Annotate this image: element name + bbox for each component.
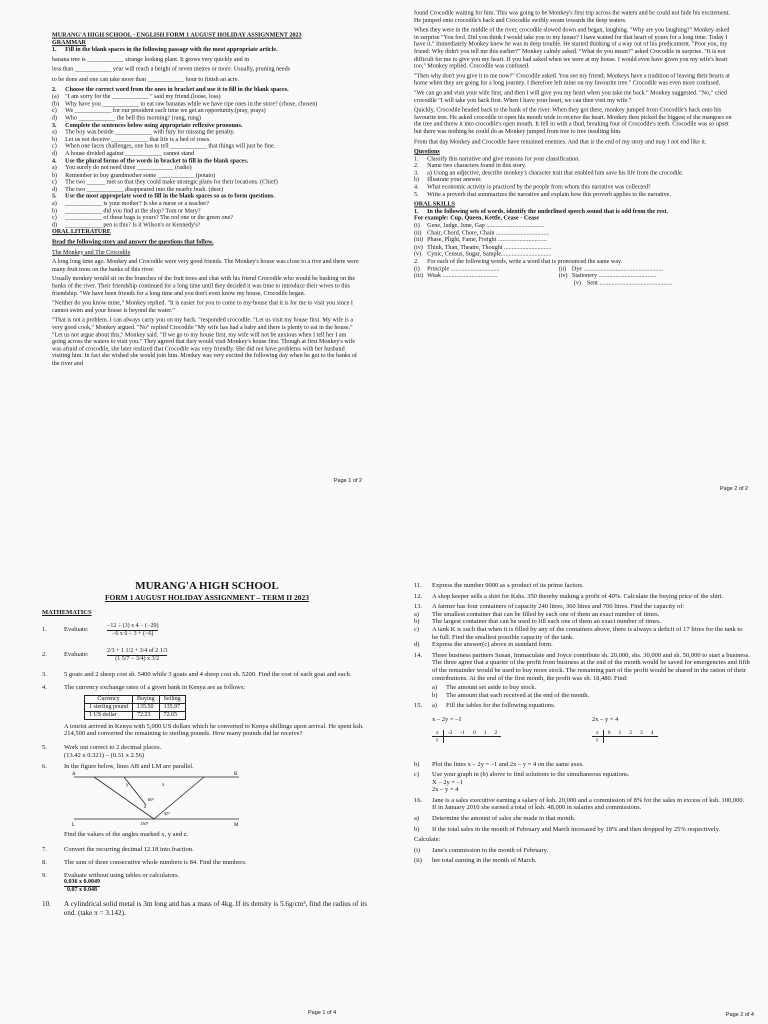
story-paragraph: Quickly, Crocodile headed back to the bank of the river. When they got there, monkey jumped from Crocodile's back onto his favourite tree. He asked crocodile to open his mouth wide to receive the heart. Monkey then picked the biggest of the mangoes on the tree and threw it into crocodile's open mouth. It fell in with a thud, breaking four of Crocodile's teeth. Crocodile was so upset but there was nothing he could do as Monkey jumped from tree to tree insulting him.: [414, 106, 732, 135]
x-row: x 0 1 2 3 4: [592, 730, 658, 737]
equation-label: 2x – y = 4: [592, 715, 619, 723]
question-2: 2. Choose the correct word from the ones in bracket and use it to fill in the blank spaces.: [52, 86, 289, 93]
english-page-2-content: [414, 10, 734, 287]
english-page-2: [384, 0, 768, 512]
math-q2: 2. Evaluate: $\frac{2/3 + 1 1/2 + 3/4 of 2 1/3}{(1 5/7 - 3/4) x 3/2}$: [42, 647, 168, 662]
angle-label: 130°: [140, 820, 149, 826]
math-q4: 4. The currency exchange rates of a given bank in Kenya are as follows:: [42, 684, 246, 692]
story-question: 5. Write a proverb that summarizes the narrative and explain how this proverb applies to the narrative.: [414, 191, 671, 198]
q13-part: d) Express the answer(c) above in standard form.: [414, 641, 553, 649]
question-5: 5. Use the most appropriate word to fill in the blank spaces so as to form questions.: [52, 193, 275, 200]
q5-item: a) ____________ is your mother? Is she a nurse or a teacher?: [52, 200, 210, 207]
math-page-2-content: [414, 582, 750, 865]
math-q14: 14. Three business partners Susan, Immaculate and Joyce contribute sh. 20,000, shs. 30,000 and sh. 50,000 to start a business. The three agree that a quarter of the profit from business at the end of the month would be saved for emergencies and fifth of the remainder would be used to buy more stock. The remaining part of the profit would be shared in the ration of their contributions. At the end of the first month, the profit was sh. 18,480. Find:: [414, 651, 750, 682]
question-1: 1. Fill in the blank spaces in the following passage with the most appropriate article.: [52, 46, 278, 53]
q4-item: a) You surely do not need three ____________ (radio): [52, 164, 192, 172]
oral-skills-q1: 1. In the following sets of words, identify the underlined speech sound that is odd from the rest.: [414, 208, 668, 215]
label-l: L: [72, 822, 76, 827]
equation-tables: [432, 716, 750, 743]
table-header-row: Currency Buying Selling: [85, 695, 186, 703]
oral-skills-heading: ORAL SKILLS: [414, 201, 455, 208]
q4-continuation: A tourist arrived in Kenya with 5,000 US dollars which he converted to Kenya shillings upon arrival. He spent ksh. 214,500 and converted the remaining to sterling pounds. How many pounds did he receive?: [64, 722, 364, 738]
example-line: For example: Cup, Queen, Kettle, Cease - Cease: [414, 215, 540, 222]
simultaneous-equation: X – 2y = –1: [432, 778, 464, 786]
story-question: 4. What economic activity is practiced by the people from whom this narrative was collected?: [414, 183, 651, 191]
q1-passage-line: banana tree is ____________ strange looking plant. It grows very quickly and in: [52, 56, 250, 63]
questions-heading: Questions: [414, 148, 440, 155]
q14-part: a) The amount set aside to buy stock.: [432, 684, 537, 692]
q5-item: d) ____________ pen is this? Is it Wilson's or Kennedy's?: [52, 221, 201, 229]
values-table: [432, 730, 501, 743]
word-set: (i) Gene, Judge, June, Gap ......................................: [414, 222, 545, 230]
oral-skills-q2: 2. For each of the following words, write a word that is pronounced the same way.: [414, 258, 623, 265]
calc-part: (i) Jane's commission in the month of February.: [414, 846, 549, 854]
read-instruction: Read the following story and answer the questions that follow.: [52, 238, 214, 246]
math-q3: 3. 5 goats and 2 sheep cost sh. 5400 while 3 goats and 4 sheep cost sh. 5200. Find the cost of each goat and each.: [42, 670, 352, 678]
math-page-2: [384, 512, 768, 1024]
story-question: 3. a) Using an adjective, describe monkey's character trait that enabled him save his life from the crocodile.: [414, 169, 684, 177]
story-paragraph: When they were in the middle of the river, crocodile slowed down and began, laughing. "Why are you laughing?" Monkey asked in surprise "You fool. Did you think I would take you to my house? I have waited for that heart of yours for a long time. Today I have it." Immediately Monkey knew he was in deep trouble. He started thinking of a way out of his predicament. "Poor you, my friend: Why didn't you tell me this earlier?" Monkey calmly asked. "What do you mean?" asked Crocodile in surprise. "It is not difficult for me to give you my heart. If you had asked when we were at my house. I would even have given you my wife's heart too," Monkey replied. Crocodile was confused.: [414, 27, 730, 70]
q15-part: b) Plot the lines x – 2y = –1 and 2x – y = 4 on the same axes.: [414, 760, 584, 768]
math-q12: 12. A shop keeper sells a shirt for Kshs. 350 thereby making a profit of 40%. Calculate the buying price of the shirt.: [414, 592, 724, 600]
angle-label: 60°: [148, 796, 155, 802]
q1-passage-line: less than ____________ year will reach a height of seven metres or more. Usually, pruning needs: [52, 66, 291, 73]
exchange-rate-table: [84, 695, 186, 720]
angle-z: z: [144, 804, 147, 810]
simultaneous-equation: 2x – y = 4: [432, 786, 459, 794]
question-3: 3. Complete the sentences below using appropriate reflexive pronouns.: [52, 121, 243, 129]
label-m: M: [234, 822, 239, 827]
angle-label: 45°: [164, 810, 171, 816]
q13-part: a) The smallest container that can be filled by each one of them an exact number of times.: [414, 610, 660, 618]
q1-passage-line: to be done and one can take more than ____________ hour to finish an acre.: [52, 76, 240, 83]
equation-table-1: [432, 716, 592, 743]
story-paragraph: "We can go and visit your wife first, and then I will give you my heart when you take me back." Monkey suggested. "No," cried crocodile "I will take you back first. When I have your heart, we can then visit my wife.": [414, 89, 727, 104]
q9-fraction: $\frac{0.036 x 0.0049}{0.07 x 0.048}$: [64, 879, 100, 894]
homophone-row: (i) Principle ................................ (ii) Dye ....................................................: [414, 265, 664, 272]
math-q11: 11. Express the number 9000 as a product of its prime factors.: [414, 582, 584, 589]
homophone-row: (iii) Weak .................................... (iv) Stationery ......................................: [414, 272, 657, 280]
q16-part: b) If the total sales in the month of February and March increased by 18% and then dropped by 25% respectively.: [414, 825, 721, 833]
q2-item: d) Who ____________ the bell this morning? (rang, rung): [52, 114, 201, 122]
homophone-row: (v) Sent ................................................: [573, 279, 673, 287]
q4-item: d) The two ____________ disappeared into the nearby bush. (deer): [52, 186, 224, 193]
q6-find: Find the values of the angles marked x, y and z.: [64, 830, 189, 838]
story-question: 1. Classify this narrative and give reasons for your classification.: [414, 155, 580, 162]
q5-item: c) ____________ of these bags is yours? The red one or the green one?: [52, 214, 234, 222]
label-b: B: [234, 771, 238, 777]
page-number: Page 2 of 2: [719, 486, 748, 492]
math-q1: 1. Evaluate: $\frac{-12 \div (3) x 4 - (-20)}{-6 x 6 \div 3 + (-6)}$: [42, 622, 159, 637]
question-4: 4. Use the plural forms of the words in bracket to fill in the blank spaces.: [52, 157, 249, 165]
math-q9: 9. Evaluate without using tables or calculators.: [42, 871, 180, 879]
story-title: The Monkey and The Crocodile: [52, 248, 131, 256]
q2-item: (b) Why have you ____________ to eat raw bananas while we have ripe ones in the store? (chose, chosen): [52, 100, 318, 107]
word-set: (v) Cynic, Census, Sugar, Sample.................................: [414, 251, 552, 258]
word-set: (ii) Chair, Chord, Chore, Chain ...................................: [414, 229, 550, 237]
oral-literature-heading: ORAL LITERATURE: [52, 228, 111, 236]
math-q5: 5. Work out correct to 2 decimal places.: [42, 743, 162, 751]
angle-x: x: [162, 782, 165, 788]
assignment-subtitle: FORM 1 AUGUST HOLIDAY ASSIGNMENT – TERM II 2023: [104, 593, 310, 602]
english-page-1-content: [52, 32, 360, 367]
q15-part: c) Use your graph in (b) above to find solutions to the simultaneous equations.: [414, 771, 630, 779]
story-paragraph: From that day Monkey and Crocodile have remained enemies. And that is the end of my story and may I not end like it.: [414, 138, 707, 145]
label-a: A: [72, 771, 76, 777]
story-question: 2. Name two characters found in this story.: [414, 162, 527, 170]
q4-item: b) Remember to buy grandmother some ____________ (potato): [52, 171, 216, 179]
q5-item: b) ____________ did you find at the shop? Tom or Mary?: [52, 207, 201, 215]
equation-label: x – 2y = –1: [432, 715, 462, 723]
math-q16: 16. Jane is a sales executive earning a salary of ksh. 20,000 and a commission of 8% for the sales in excess of ksh. 100,000. If in January 2010 she earned a total of ksh. 48,000 in salaries and commissions.: [414, 796, 745, 812]
q3-item: a) The boy was beside ____________ with fury for missing the penalty.: [52, 128, 235, 136]
story-paragraph: "That is not a problem. I can always carry you on my back. "responded crocodile. "Let us visit my house first. My wife is a very good cook," Monkey argued. "No" replied Crocodile "My wife has had a baby and there is plenty to eat in the house." "Let us not argue about this," Monkey said. "If we go to my house first, my wife will not be anxious when I tell her I am going across the waters to visit you." They agreed that they would visit Monkey's house first. Though at first Monkey's wife was afraid of crocodile, she later realized that Crocodile was very friendly. She did not have problems with her husband visiting him. In fact she wished she would join him. Monkey was very excited the following day when he got to the banks of the river and: [52, 317, 357, 367]
english-page-1: [0, 0, 384, 512]
story-paragraph: "Then why don't you give it to me now?" Crocodile asked. You see my friend; Monkeys have a tradition of leaving their hearts at home when they are going for a long journey. I therefore left mine on my favourite tree." Crocodile was even more confused.: [414, 72, 730, 87]
q4-item: c) The two ______ met so that they could make strategic plans for their locations. (Chief): [52, 178, 278, 186]
story-paragraph: Usually monkey would sit on the branches of the fruit trees and chat with his friend Crocodile who would be basking on the banks of the river. Their friendship continued for a long time until they decided it was time to introduce their wives to this friendship. "We have been friends for a long time and you don't even know my house, Crocodile began.: [52, 275, 356, 297]
word-set: (iii) Phase, Plight, Fame, Freight ................................: [414, 236, 547, 244]
values-table: [592, 730, 658, 743]
x-row: x -2 -1 0 1 2: [432, 730, 501, 737]
math-q7: 7. Convert the recurring decimal 12.18 into fraction.: [42, 846, 194, 854]
transversal-line: [94, 777, 154, 819]
table-row: 1 US dollar 72.23 72.65: [85, 711, 186, 719]
assignment-title: MURANG'A HIGH SCHOOL - ENGLISH FORM 1 AUGUST HOLIDAY ASSIGNMENT 2023: [52, 32, 302, 39]
q3-item: b) Let us not deceive ____________ that life is a bed of roses.: [52, 136, 211, 143]
q1-fraction: $\frac{-12 \div (3) x 4 - (-20)}{-6 x 6 \div 3 + (-6)}$: [107, 622, 159, 637]
math-q15: 15. a) Fill the tables for the following equations.: [414, 702, 556, 710]
page-number: Page 2 of 4: [725, 1012, 754, 1018]
q14-part: b) The amount that each received at the end of the month.: [432, 691, 590, 699]
q16-part: a) Determine the amount of sales she made in that month.: [414, 815, 576, 823]
math-q13: 13. A farmer has four containers of capacity 240 litres, 360 litres and 700 litres. Find the capacity of:: [414, 603, 685, 611]
q2-fraction: $\frac{2/3 + 1 1/2 + 3/4 of 2 1/3}{(1 5/7 - 3/4) x 3/2}$: [107, 647, 168, 662]
story-paragraph: found Crocodile waiting for him. This was going to be Monkey's first trip across the waters and he could not hide his excitement. He jumped onto crocodile's back and Crocodile swiftly swam towards the deep waters.: [414, 10, 730, 24]
page-number: Page 1 of 4: [308, 1010, 337, 1016]
story-paragraph: A long long time ago. Monkey and Crocodile were very good friends. The Monkey's house was close to a rive and there were many fruit trees on the banks of this river.: [52, 258, 359, 273]
equation-table-2: [592, 716, 658, 743]
q3-item: d) A house divided against ____________ cannot stand: [52, 150, 195, 157]
angle-y: y: [126, 782, 129, 788]
calculate-label: Calculate:: [414, 836, 441, 844]
math-page-1: [0, 512, 384, 1024]
transversal-line: [124, 777, 146, 805]
q3-item: c) When one faces challenges, one has to tell ____________ that things will just be fine.: [52, 143, 276, 150]
y-row: y: [592, 736, 658, 743]
grammar-heading: GRAMMAR: [52, 39, 86, 46]
y-row: y: [432, 736, 501, 743]
q5-expression: (13.42 x 0.321) – (0.31 x 2.56): [64, 751, 145, 759]
math-q10: 10. A cylindrical solid metal is 3m long and has a mass of 4kg. If its density is 5.6g/cm³, find the radius of its end. (take π = 3.142).: [42, 900, 367, 918]
table-row: 1 sterling pound 135.50 135.97: [85, 703, 186, 711]
parallel-lines-figure: [64, 771, 254, 827]
story-question: b) Illustrate your answer.: [414, 176, 482, 184]
word-set: (iv) Think, Than, Theatre, Thought ...............................: [414, 243, 552, 251]
q2-item: (a) "I am sorry for the ____________ " said my friend.(loose, loss): [52, 93, 221, 100]
q13-part: c) A tank K is such that when it is filled by any of the containers above, there is always a deficit of 17 litres for the tank to be full. Find the smallest possible capacity of the tank.: [414, 625, 743, 641]
math-q6: 6. In the figure below, lines AB and LM are parallel.: [42, 763, 194, 771]
q13-part: b) The largest container that can be used to fill each one of them an exact number of times.: [414, 618, 662, 626]
calc-part: (ii) her total earning in the month of March.: [414, 857, 537, 865]
page-number: Page 1 of 2: [333, 478, 362, 484]
subject-heading: MATHEMATICS: [42, 609, 92, 616]
q2-item: c) We ____________ for our president each time we get an opportunity.(pray, prays): [52, 107, 266, 115]
school-name: MURANG'A HIGH SCHOOL: [135, 580, 279, 592]
math-page-1-content: [42, 580, 372, 918]
story-paragraph: "Neither do you know mine," Monkey replied. "It is easier for you to come to my-house that it is for me to visit you since I cannot swim and your house is beyond the water.": [52, 300, 353, 314]
math-q8: 8. The sum of three consecutive whole numbers is 84. Find the numbers.: [42, 858, 247, 866]
